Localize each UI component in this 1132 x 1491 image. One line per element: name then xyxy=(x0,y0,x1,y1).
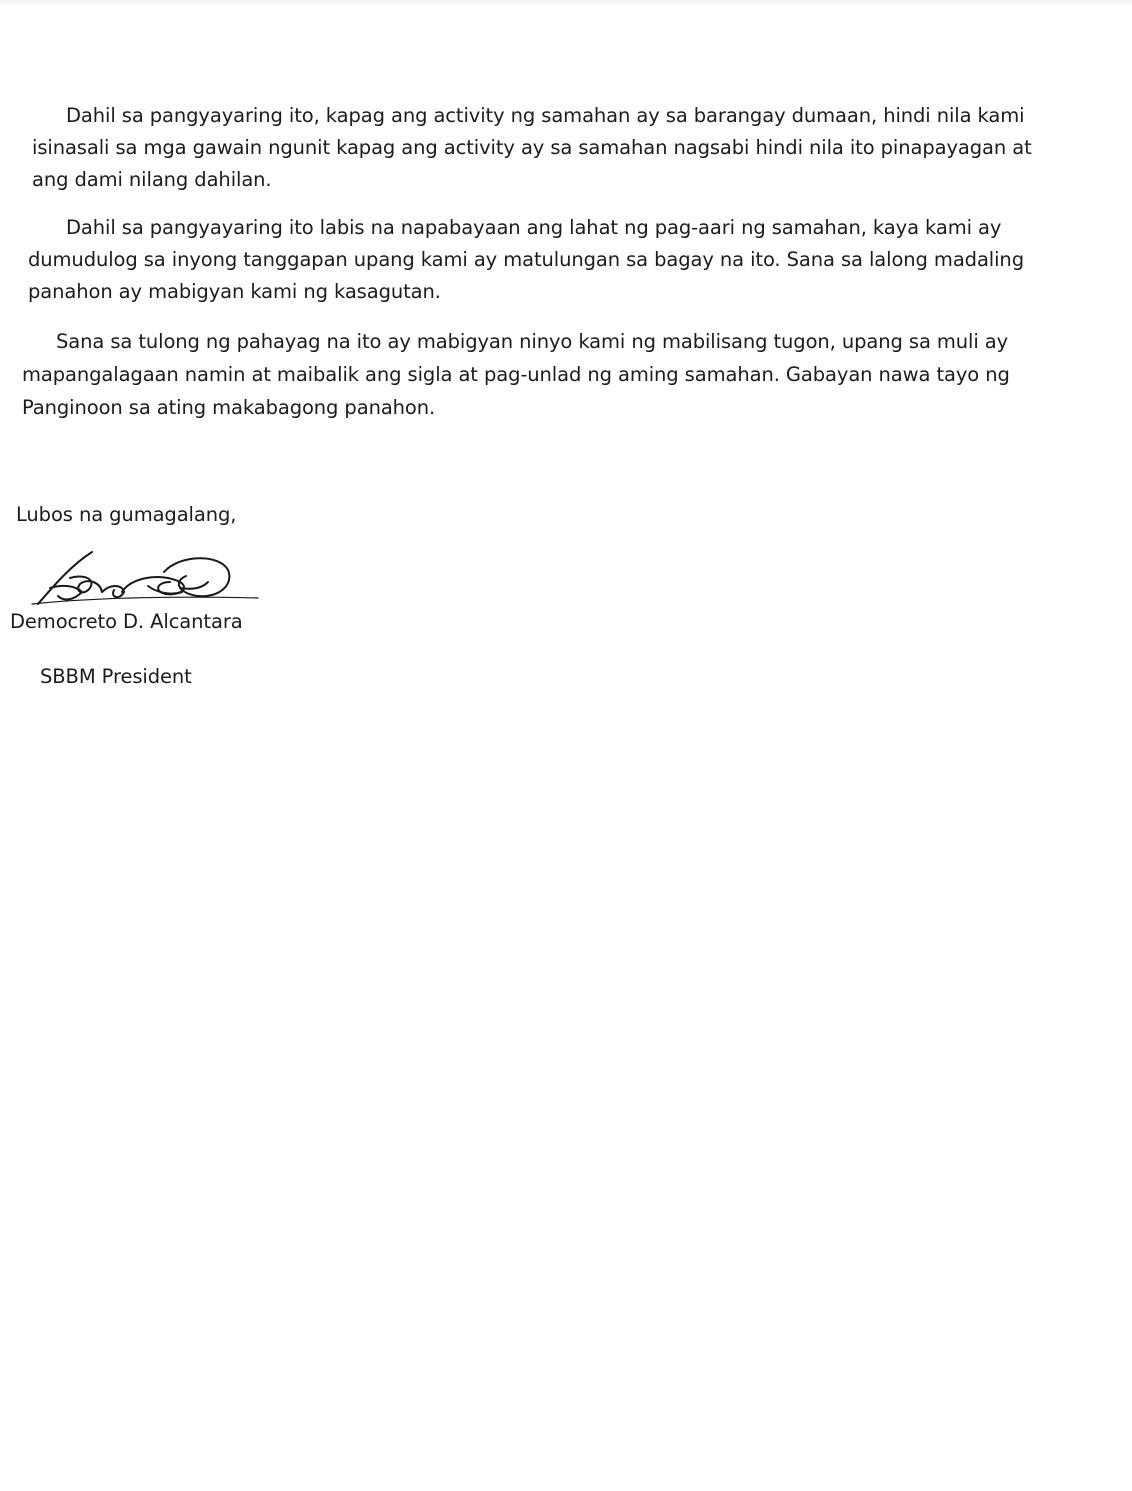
handwritten-signature xyxy=(30,548,262,612)
paragraph-3-line-3: Panginoon sa ating makabagong panahon. xyxy=(22,396,436,419)
closing-salutation: Lubos na gumagalang, xyxy=(16,503,237,526)
paragraph-1-line-3: ang dami nilang dahilan. xyxy=(32,168,272,191)
paragraph-2-line-1: Dahil sa pangyayaring ito labis na napabayaan ang lahat ng pag-aari ng samahan, kaya kami ay xyxy=(66,216,1002,239)
paragraph-3-line-2: mapangalagaan namin at maibalik ang sigla at pag-unlad ng aming samahan. Gabayan nawa tayo ng xyxy=(22,363,1010,386)
paragraph-1-line-2: isinasali sa mga gawain ngunit kapag ang activity ay sa samahan nagsabi hindi nila ito pinapayagan at xyxy=(32,136,1032,159)
paragraph-2-line-2: dumudulog sa inyong tanggapan upang kami ay matulungan sa bagay na ito. Sana sa lalong madaling xyxy=(28,248,1024,271)
scan-top-edge xyxy=(0,0,1132,6)
paragraph-1-line-1: Dahil sa pangyayaring ito, kapag ang activity ng samahan ay sa barangay dumaan, hindi nila kami xyxy=(66,104,1025,127)
signatory-title: SBBM President xyxy=(40,665,192,688)
paragraph-3-line-1: Sana sa tulong ng pahayag na ito ay mabigyan ninyo kami ng mabilisang tugon, upang sa muli ay xyxy=(56,330,1009,353)
signatory-name: Democreto D. Alcantara xyxy=(10,610,243,633)
paragraph-2-line-3: panahon ay mabigyan kami ng kasagutan. xyxy=(28,280,441,303)
